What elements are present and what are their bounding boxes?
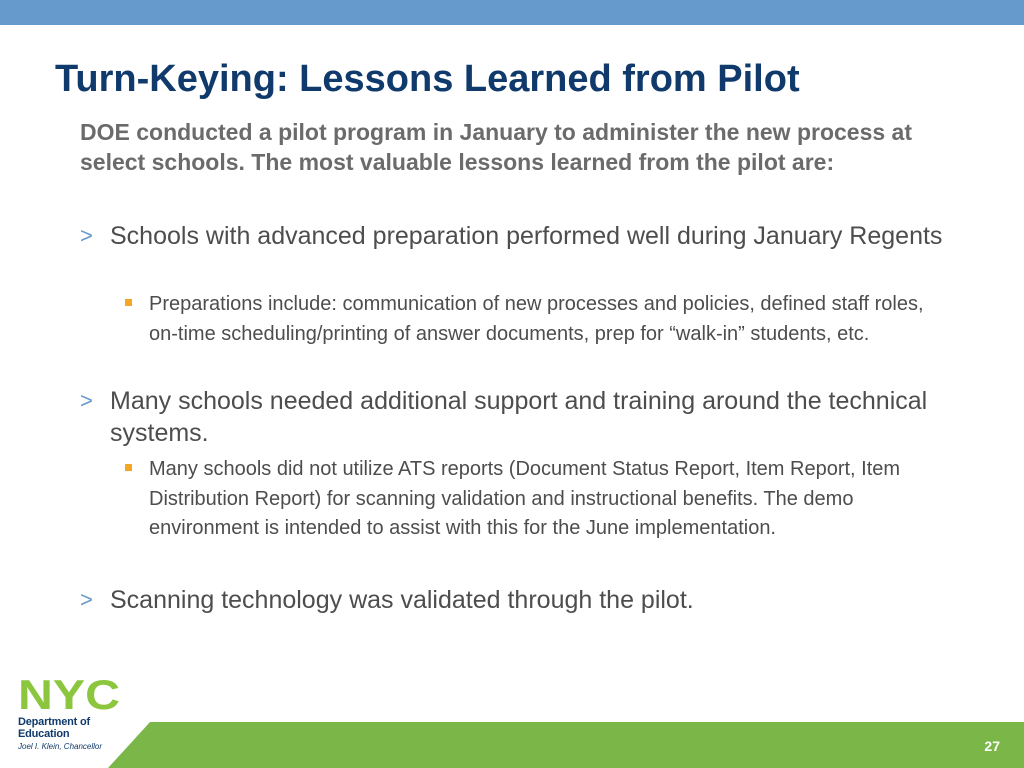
bullet-text: Scanning technology was validated through the pilot. <box>110 586 694 614</box>
bullet-level2 <box>125 290 949 349</box>
square-bullet-icon <box>125 299 132 306</box>
page-number: 27 <box>984 738 1000 754</box>
bullet-text: Schools with advanced preparation performed well during January Regents <box>110 222 943 250</box>
logo-education-line: Education <box>18 728 70 740</box>
bullet-text: Many schools needed additional support and training around the technical systems. <box>110 387 928 447</box>
chevron-bullet-icon: > <box>80 223 93 248</box>
chevron-bullet-icon: > <box>80 388 93 413</box>
footer-green-band <box>0 722 1024 768</box>
bullet-level2 <box>125 455 949 544</box>
bullet-level1 <box>80 220 980 252</box>
slide-title: Turn-Keying: Lessons Learned from Pilot <box>55 58 800 100</box>
nyc-letters-icon <box>18 676 122 712</box>
chevron-bullet-icon: > <box>80 587 93 612</box>
bullet-level1 <box>80 385 980 449</box>
logo-department-line: Department of <box>18 716 90 728</box>
logo-chancellor-line: Joel I. Klein, Chancellor <box>18 742 103 751</box>
top-accent-bar <box>0 0 1024 25</box>
bullet-level1 <box>80 584 980 616</box>
intro-text: DOE conducted a pilot program in January to administer the new process at select schools. The most valuable lessons learned from the pilot are: <box>80 119 912 175</box>
square-bullet-icon <box>125 464 132 471</box>
bullet-text: Preparations include: communication of new processes and policies, defined staff roles, on-time scheduling/printing of answer documents, prep for “walk-in” students, etc. <box>149 293 924 345</box>
bullet-text: Many schools did not utilize ATS reports (Document Status Report, Item Report, Item Distribution Report) for scanning validation and instructional benefits. The demo environment is intended to assist with this for the June implementation. <box>149 458 901 539</box>
nyc-wordmark: NYC <box>18 676 120 712</box>
